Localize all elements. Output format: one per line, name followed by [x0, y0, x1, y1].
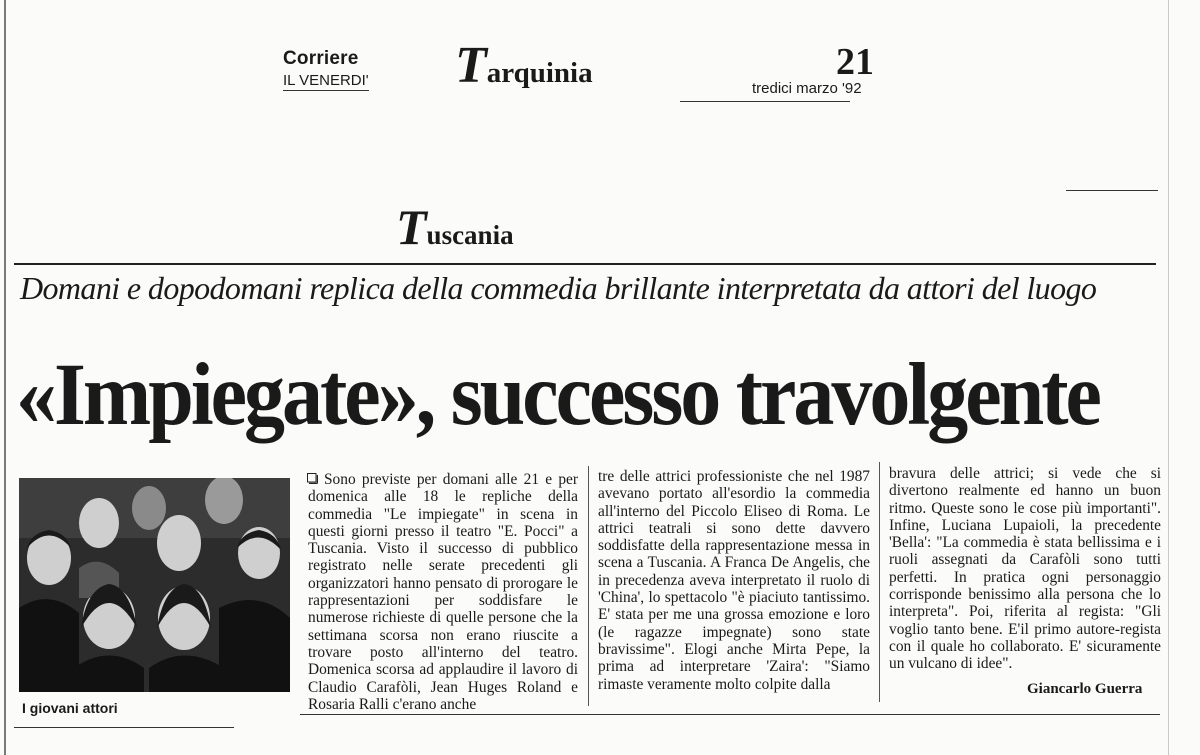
scan-left-edge: [4, 0, 6, 755]
kicker-name-rest: uscania: [426, 220, 514, 250]
date-rule: [680, 101, 850, 102]
caption-rule: [14, 727, 234, 728]
city-initial: T: [455, 37, 487, 94]
article-subtitle: Domani e dopodomani replica della commedia brillante interpretata da attori del luogo: [20, 270, 1097, 306]
column-rule-1: [588, 466, 589, 706]
issue-date: tredici marzo '92: [752, 80, 862, 97]
page-number: 21: [836, 41, 874, 83]
actors-photo: [19, 478, 290, 692]
article-bottom-rule: [300, 714, 1160, 715]
article-column-2: [598, 468, 870, 693]
column-3-text: bravura delle attrici; si vede che si divertono realmente ed hanno un buon ritmo. Queste sono le cose più importanti". Infine, Luciana Lupaioli, la precedente 'Bella': "La commedia è stata bellissima e i ruoli assegnati da Carafòli sono tutti perfetti. In pratica ogni personaggio corrisponde benissimo alla persona che lo interpreta". Poi, riferita al regista: "Gli voglio tanto bene. E'il primo autore-regista con il quale ho collaborato. E' sicuramente un vulcano di idee".: [889, 465, 1161, 673]
kicker-heading: [396, 198, 514, 256]
column-1-text: Sono previste per domani alle 21 e per domenica alle 18 le repliche della commedia "Le impiegate" in scena in questi giorni presso il teatro "E. Pocci" a Tuscania. Visto il successo di pubblico registrato nelle serate precedenti gli organizzatori hanno pensato di prorogare le rappresentazioni per soddisfare le numerose richieste di quelle persone che la settimana scorsa non erano riuscite a trovare posto all'interno del teatro. Domenica scorsa ad applaudire il lavoro di Claudio Carafòli, Jean Huges Roland e Rosaria Ralli c'erano anche: [308, 471, 578, 713]
author-byline: Giancarlo Guerra: [1027, 681, 1143, 697]
publication-section: IL VENERDI': [283, 72, 369, 89]
column-rule-2: [879, 462, 880, 702]
scan-right-edge: [1168, 0, 1169, 755]
article-column-1: [308, 471, 578, 713]
publication-name: Corriere: [283, 48, 359, 69]
kicker-initial: T: [396, 199, 427, 255]
article-headline: «Impiegate», successo travolgente: [16, 345, 1099, 444]
city-heading: [455, 36, 593, 95]
headline-top-rule: [14, 263, 1156, 265]
actors-photo-illustration: [19, 478, 290, 692]
column-2-text: tre delle attrici professioniste che nel 1987 avevano portato all'esordio la commedia all'interno del Piccolo Eliseo di Roma. Le attrici teatrali si sono dette davvero soddisfatte della rappresentazione messa in scena a Tuscania. A Franca De Angelis, che in precedenza aveva interpretato il ruolo di 'China', lo spettacolo "è piaciuto tantissimo. E' stata per me una grossa emozione e loro (le ragazze impegnate) sono state bravissime". Elogi anche Mirta Pepe, la prima ad interpretare 'Zaira': "Siamo rimaste veramente molto colpite dalla: [598, 468, 870, 693]
publication-block: [283, 48, 369, 91]
photo-caption: I giovani attori: [22, 700, 118, 716]
article-column-3: [889, 465, 1161, 673]
city-name-rest: arquinia: [486, 57, 593, 89]
side-rule: [1066, 190, 1158, 191]
